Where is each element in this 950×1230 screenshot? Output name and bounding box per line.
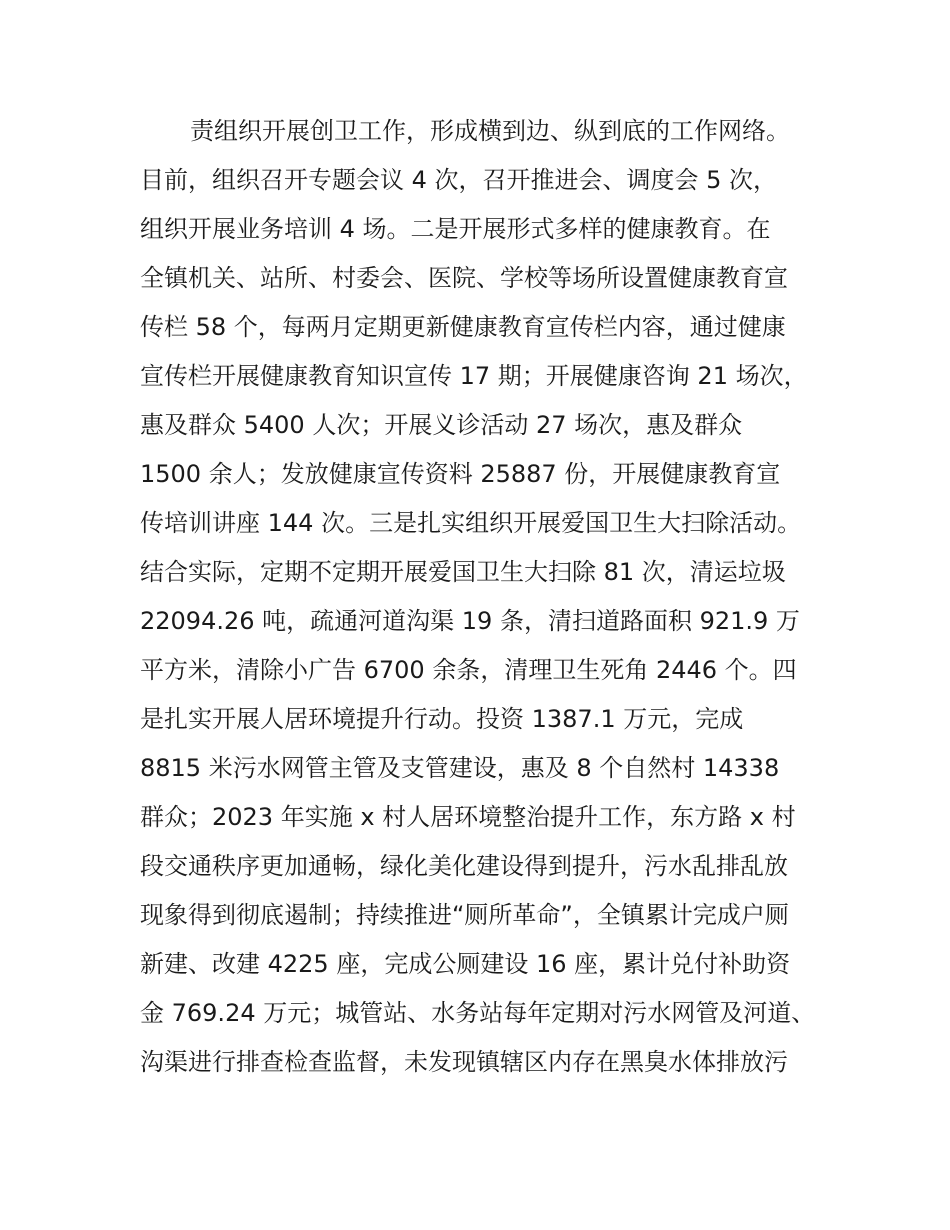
text-line: 责组织开展创卫工作，形成横到边、纵到底的工作网络。 [190, 117, 790, 145]
text-line: 22094.26 吨，疏通河道沟渠 19 条，清扫道路面积 921.9 万 [140, 607, 800, 635]
text-line: 宣传栏开展健康教育知识宣传 17 期；开展健康咨询 21 场次， [140, 362, 808, 390]
text-line: 平方米，清除小广告 6700 余条，清理卫生死角 2446 个。四 [140, 656, 797, 684]
text-line: 是扎实开展人居环境提升行动。投资 1387.1 万元，完成 [140, 705, 744, 733]
text-line: 目前，组织召开专题会议 4 次，召开推进会、调度会 5 次， [140, 166, 778, 194]
text-line: 1500 余人；发放健康宣传资料 25887 份，开展健康教育宣 [140, 460, 781, 488]
body-paragraph [140, 107, 840, 1087]
text-line: 传培训讲座 144 次。三是扎实组织开展爱国卫生大扫除活动。 [140, 509, 802, 537]
text-line: 现象得到彻底遏制；持续推进“厕所革命”，全镇累计完成户厕 [140, 901, 789, 929]
text-line: 8815 米污水网管主管及支管建设，惠及 8 个自然村 14338 [140, 754, 780, 782]
text-line: 金 769.24 万元；城管站、水务站每年定期对污水网管及河道、 [140, 999, 816, 1027]
text-line: 沟渠进行排查检查监督，未发现镇辖区内存在黑臭水体排放污 [140, 1048, 788, 1076]
text-line: 段交通秩序更加通畅，绿化美化建设得到提升，污水乱排乱放 [140, 852, 788, 880]
text-line: 群众；2023 年实施 x 村人居环境整治提升工作，东方路 x 村 [140, 803, 796, 831]
text-line: 传栏 58 个，每两月定期更新健康教育宣传栏内容，通过健康 [140, 313, 786, 341]
text-line: 惠及群众 5400 人次；开展义诊活动 27 场次，惠及群众 [140, 411, 743, 439]
text-line: 新建、改建 4225 座，完成公厕建设 16 座，累计兑付补助资 [140, 950, 791, 978]
text-line: 全镇机关、站所、村委会、医院、学校等场所设置健康教育宣 [140, 264, 788, 292]
text-line: 组织开展业务培训 4 场。二是开展形式多样的健康教育。在 [140, 215, 771, 243]
text-line: 结合实际，定期不定期开展爱国卫生大扫除 81 次，清运垃圾 [140, 558, 786, 586]
